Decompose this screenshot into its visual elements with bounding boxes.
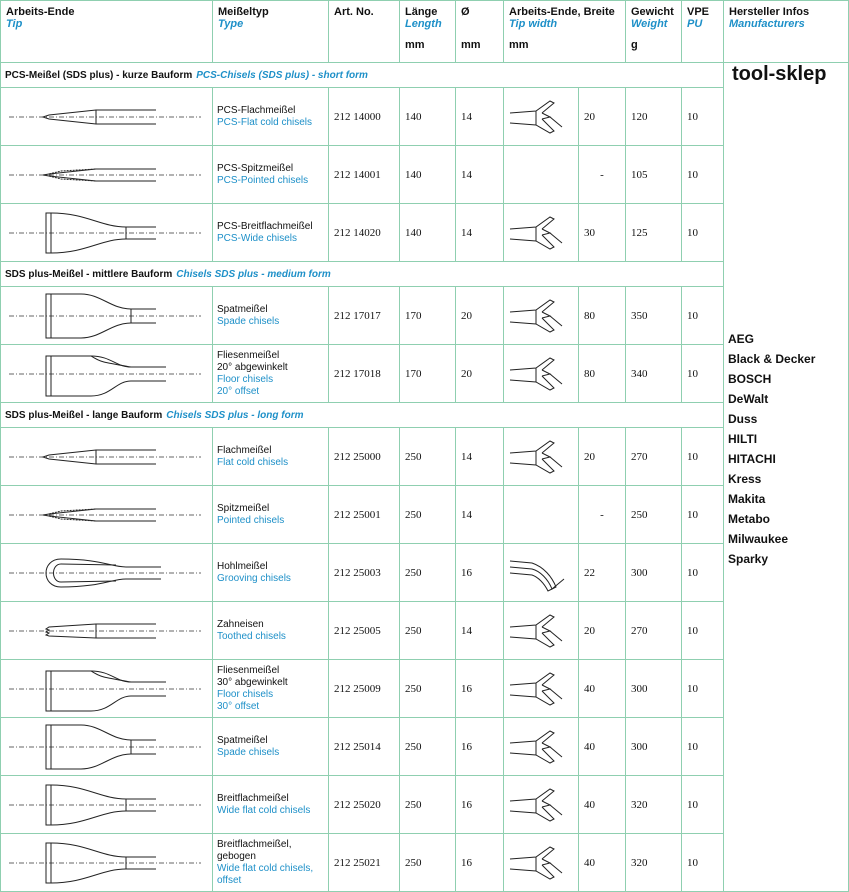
tip-width-drawing-cell xyxy=(504,834,579,892)
length-cell: 250 xyxy=(400,718,456,776)
tip-width-icon xyxy=(504,205,578,261)
type-name-de: Spatmeißel xyxy=(217,734,268,746)
tip-drawing-cell xyxy=(1,602,213,660)
manufacturers-panel xyxy=(724,63,849,892)
type-cell xyxy=(213,486,329,544)
tip-width-cell: - xyxy=(579,146,626,204)
tip-drawing-cell xyxy=(1,544,213,602)
tip-drawing-cell xyxy=(1,834,213,892)
type-name-de: PCS-Spitzmeißel xyxy=(217,162,294,174)
type-name-en: Grooving chisels xyxy=(217,572,291,584)
product-row xyxy=(1,88,849,146)
length-cell: 250 xyxy=(400,602,456,660)
section-title xyxy=(1,403,724,428)
type-cell xyxy=(213,660,329,718)
tip-width-cell: 40 xyxy=(579,718,626,776)
type-name-de: Fliesenmeißel xyxy=(217,664,280,676)
pu-cell: 10 xyxy=(682,776,724,834)
art-no-cell: 212 25000 xyxy=(329,428,400,486)
tip-width-cell: 20 xyxy=(579,428,626,486)
tip-drawing-cell xyxy=(1,345,213,403)
tip-width-cell: 40 xyxy=(579,834,626,892)
product-row xyxy=(1,834,849,892)
pu-cell: 10 xyxy=(682,146,724,204)
header-tip: Arbeits-Ende Tip xyxy=(1,1,213,63)
type-name-en: Floor chisels xyxy=(217,373,274,385)
art-no-cell: 212 25009 xyxy=(329,660,400,718)
section-title xyxy=(1,63,724,88)
type-name-de: Fliesenmeißel xyxy=(217,349,280,361)
diameter-cell: 14 xyxy=(456,146,504,204)
tip-width-cell: 30 xyxy=(579,204,626,262)
manufacturer-name: Duss xyxy=(728,412,758,426)
diameter-cell: 14 xyxy=(456,204,504,262)
header-weight: Gewicht Weight g xyxy=(626,1,682,63)
tip-width-cell: - xyxy=(579,486,626,544)
tip-width-icon xyxy=(504,147,578,203)
length-cell: 250 xyxy=(400,776,456,834)
diameter-cell: 20 xyxy=(456,287,504,345)
header-diameter: Ø mm xyxy=(456,1,504,63)
tip-width-icon xyxy=(504,719,578,775)
diameter-cell: 16 xyxy=(456,834,504,892)
weight-cell: 340 xyxy=(626,345,682,403)
type-name-en: PCS-Flat cold chisels xyxy=(217,116,313,128)
tip-width-cell: 80 xyxy=(579,287,626,345)
tip-width-icon xyxy=(504,777,578,833)
chisel-drawing-icon xyxy=(1,719,212,775)
length-cell: 140 xyxy=(400,204,456,262)
section-title-de: PCS-Meißel (SDS plus) - kurze Bauform xyxy=(5,69,193,81)
art-no-cell: 212 17017 xyxy=(329,287,400,345)
art-no-cell: 212 14000 xyxy=(329,88,400,146)
length-cell: 170 xyxy=(400,345,456,403)
product-row xyxy=(1,428,849,486)
diameter-cell: 16 xyxy=(456,660,504,718)
section-row xyxy=(1,63,849,88)
manufacturer-name: DeWalt xyxy=(728,392,769,406)
tip-width-icon xyxy=(504,603,578,659)
art-no-cell: 212 25020 xyxy=(329,776,400,834)
pu-cell: 10 xyxy=(682,486,724,544)
type-cell xyxy=(213,428,329,486)
type-name-de: Flachmeißel xyxy=(217,444,272,456)
section-title-en: Chisels SDS plus - medium form xyxy=(176,268,331,280)
tip-width-drawing-cell xyxy=(504,718,579,776)
tip-width-drawing-cell xyxy=(504,146,579,204)
chisel-drawing-icon xyxy=(1,205,212,261)
manufacturer-name: Milwaukee xyxy=(728,532,789,546)
type-name-en: Flat cold chisels xyxy=(217,456,289,468)
product-row xyxy=(1,345,849,403)
diameter-cell: 14 xyxy=(456,428,504,486)
weight-cell: 300 xyxy=(626,544,682,602)
art-no-cell: 212 25005 xyxy=(329,602,400,660)
pu-cell: 10 xyxy=(682,660,724,718)
section-title-de: SDS plus-Meißel - mittlere Bauform xyxy=(5,268,173,280)
length-cell: 250 xyxy=(400,486,456,544)
type-name-en: PCS-Pointed chisels xyxy=(217,174,309,186)
tip-drawing-cell xyxy=(1,287,213,345)
weight-cell: 125 xyxy=(626,204,682,262)
manufacturer-name: AEG xyxy=(728,332,755,346)
tip-width-cell: 22 xyxy=(579,544,626,602)
product-row xyxy=(1,486,849,544)
weight-cell: 250 xyxy=(626,486,682,544)
chisel-drawing-icon xyxy=(1,346,212,402)
manufacturer-name: Metabo xyxy=(728,512,770,526)
section-title-en: Chisels SDS plus - long form xyxy=(166,409,304,421)
type-name-de: Hohlmeißel xyxy=(217,560,268,572)
product-row xyxy=(1,287,849,345)
tip-width-cell: 80 xyxy=(579,345,626,403)
tip-width-cell: 20 xyxy=(579,602,626,660)
weight-cell: 120 xyxy=(626,88,682,146)
shop-logo: tool-sklep xyxy=(732,63,827,85)
type-name-de: Spitzmeißel xyxy=(217,502,270,514)
type-name-en: offset xyxy=(217,874,242,886)
type-name-de: Zahneisen xyxy=(217,618,264,630)
weight-cell: 320 xyxy=(626,834,682,892)
tip-width-icon xyxy=(504,487,578,543)
weight-cell: 350 xyxy=(626,287,682,345)
tip-width-icon xyxy=(504,545,578,601)
chisel-drawing-icon xyxy=(1,777,212,833)
manufacturer-name: Black & Decker xyxy=(728,352,816,366)
tip-width-drawing-cell xyxy=(504,88,579,146)
header-art-no: Art. No. xyxy=(329,1,400,63)
type-name-en: Spade chisels xyxy=(217,746,280,758)
length-cell: 250 xyxy=(400,544,456,602)
pu-cell: 10 xyxy=(682,428,724,486)
type-name-de: 30° abgewinkelt xyxy=(217,676,288,688)
weight-cell: 105 xyxy=(626,146,682,204)
diameter-cell: 14 xyxy=(456,88,504,146)
chisel-drawing-icon xyxy=(1,835,212,891)
tip-drawing-cell xyxy=(1,428,213,486)
tip-width-cell: 20 xyxy=(579,88,626,146)
chisel-drawing-icon xyxy=(1,288,212,344)
product-row xyxy=(1,718,849,776)
type-name-en: 30° offset xyxy=(217,700,260,712)
type-name-de: PCS-Breitflachmeißel xyxy=(217,220,313,232)
tip-width-cell: 40 xyxy=(579,776,626,834)
tip-drawing-cell xyxy=(1,146,213,204)
type-name-en: Wide flat cold chisels, xyxy=(217,862,314,874)
section-row xyxy=(1,403,849,428)
pu-cell: 10 xyxy=(682,287,724,345)
product-row xyxy=(1,776,849,834)
section-title xyxy=(1,262,724,287)
manufacturer-name: HITACHI xyxy=(728,452,776,466)
tip-width-drawing-cell xyxy=(504,345,579,403)
type-cell xyxy=(213,88,329,146)
manufacturer-name: Sparky xyxy=(728,552,769,566)
pu-cell: 10 xyxy=(682,88,724,146)
section-row xyxy=(1,262,849,287)
art-no-cell: 212 17018 xyxy=(329,345,400,403)
tip-width-drawing-cell xyxy=(504,204,579,262)
diameter-cell: 14 xyxy=(456,486,504,544)
tip-width-drawing-cell xyxy=(504,287,579,345)
chisel-drawing-icon xyxy=(1,661,212,717)
diameter-cell: 16 xyxy=(456,544,504,602)
product-row xyxy=(1,204,849,262)
type-name-en: 20° offset xyxy=(217,385,260,397)
weight-cell: 270 xyxy=(626,602,682,660)
chisel-drawing-icon xyxy=(1,545,212,601)
type-cell xyxy=(213,718,329,776)
type-name-de: Breitflachmeißel xyxy=(217,792,289,804)
type-cell xyxy=(213,204,329,262)
tip-width-cell: 40 xyxy=(579,660,626,718)
tip-width-drawing-cell xyxy=(504,776,579,834)
chisel-drawing-icon xyxy=(1,429,212,485)
diameter-cell: 20 xyxy=(456,345,504,403)
tip-width-icon xyxy=(504,661,578,717)
header-length: Länge Length mm xyxy=(400,1,456,63)
art-no-cell: 212 25003 xyxy=(329,544,400,602)
tip-width-drawing-cell xyxy=(504,486,579,544)
product-row xyxy=(1,602,849,660)
header-pu: VPE PU xyxy=(682,1,724,63)
chisel-drawing-icon xyxy=(1,147,212,203)
type-name-de: Spatmeißel xyxy=(217,303,268,315)
length-cell: 170 xyxy=(400,287,456,345)
header-tip-width: Arbeits-Ende, Breite Tip width mm xyxy=(504,1,626,63)
header-manufacturers: Hersteller Infos Manufacturers xyxy=(724,1,849,63)
weight-cell: 300 xyxy=(626,660,682,718)
type-cell xyxy=(213,345,329,403)
tip-width-icon xyxy=(504,346,578,402)
weight-cell: 320 xyxy=(626,776,682,834)
length-cell: 250 xyxy=(400,428,456,486)
manufacturer-name: BOSCH xyxy=(728,372,772,386)
tip-width-icon xyxy=(504,835,578,891)
tip-width-drawing-cell xyxy=(504,544,579,602)
pu-cell: 10 xyxy=(682,718,724,776)
pu-cell: 10 xyxy=(682,834,724,892)
type-name-en: Pointed chisels xyxy=(217,514,285,526)
manufacturer-name: HILTI xyxy=(728,432,758,446)
product-row xyxy=(1,146,849,204)
pu-cell: 10 xyxy=(682,204,724,262)
art-no-cell: 212 25001 xyxy=(329,486,400,544)
type-name-de: Breitflachmeißel, gebogen xyxy=(217,838,292,862)
tip-drawing-cell xyxy=(1,204,213,262)
pu-cell: 10 xyxy=(682,544,724,602)
chisel-drawing-icon xyxy=(1,487,212,543)
header-row xyxy=(1,1,849,63)
tip-drawing-cell xyxy=(1,718,213,776)
tip-width-drawing-cell xyxy=(504,428,579,486)
art-no-cell: 212 14001 xyxy=(329,146,400,204)
type-cell xyxy=(213,834,329,892)
type-cell xyxy=(213,776,329,834)
manufacturer-name: Kress xyxy=(728,472,762,486)
section-title-en: PCS-Chisels (SDS plus) - short form xyxy=(196,69,368,81)
manufacturer-name: Makita xyxy=(728,492,766,506)
art-no-cell: 212 25014 xyxy=(329,718,400,776)
type-cell xyxy=(213,602,329,660)
type-name-en: PCS-Wide chisels xyxy=(217,232,298,244)
tip-width-drawing-cell xyxy=(504,660,579,718)
product-row xyxy=(1,660,849,718)
tip-drawing-cell xyxy=(1,660,213,718)
tip-drawing-cell xyxy=(1,88,213,146)
type-cell xyxy=(213,544,329,602)
type-cell xyxy=(213,287,329,345)
type-name-de: 20° abgewinkelt xyxy=(217,361,288,373)
length-cell: 250 xyxy=(400,834,456,892)
type-name-de: PCS-Flachmeißel xyxy=(217,104,296,116)
type-name-en: Spade chisels xyxy=(217,315,280,327)
diameter-cell: 14 xyxy=(456,602,504,660)
tip-drawing-cell xyxy=(1,776,213,834)
art-no-cell: 212 14020 xyxy=(329,204,400,262)
type-cell xyxy=(213,146,329,204)
chisel-drawing-icon xyxy=(1,89,212,145)
tip-width-icon xyxy=(504,89,578,145)
tip-width-drawing-cell xyxy=(504,602,579,660)
length-cell: 140 xyxy=(400,88,456,146)
type-name-en: Wide flat cold chisels xyxy=(217,804,311,816)
chisel-drawing-icon xyxy=(1,603,212,659)
pu-cell: 10 xyxy=(682,602,724,660)
tip-width-icon xyxy=(504,429,578,485)
type-name-en: Floor chisels xyxy=(217,688,274,700)
diameter-cell: 16 xyxy=(456,718,504,776)
product-row xyxy=(1,544,849,602)
type-name-en: Toothed chisels xyxy=(217,630,286,642)
tip-width-icon xyxy=(504,288,578,344)
weight-cell: 270 xyxy=(626,428,682,486)
diameter-cell: 16 xyxy=(456,776,504,834)
art-no-cell: 212 25021 xyxy=(329,834,400,892)
tip-drawing-cell xyxy=(1,486,213,544)
header-type: Meißeltyp Type xyxy=(213,1,329,63)
weight-cell: 300 xyxy=(626,718,682,776)
length-cell: 140 xyxy=(400,146,456,204)
length-cell: 250 xyxy=(400,660,456,718)
section-title-de: SDS plus-Meißel - lange Bauform xyxy=(5,409,163,421)
pu-cell: 10 xyxy=(682,345,724,403)
